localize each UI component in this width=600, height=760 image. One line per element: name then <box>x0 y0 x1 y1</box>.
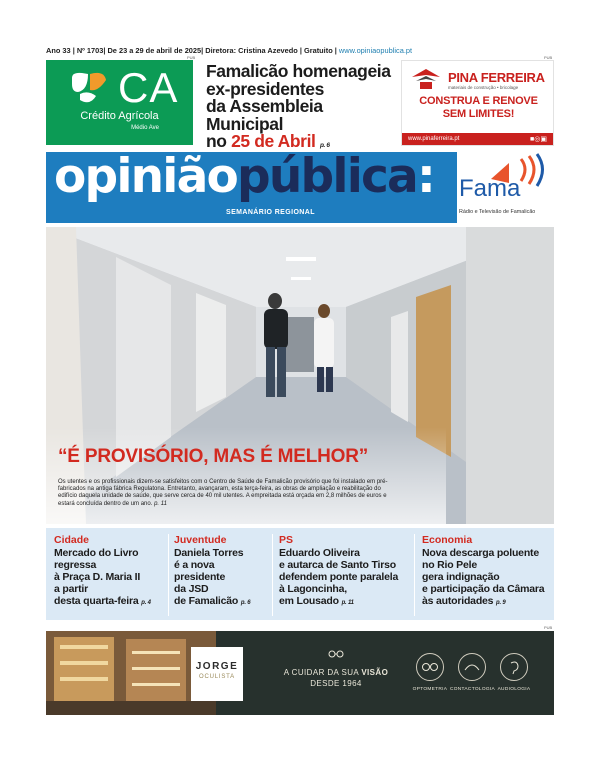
divider <box>168 534 169 616</box>
masthead-word: : <box>416 152 434 204</box>
top-headline[interactable] <box>206 63 396 155</box>
masthead <box>46 152 457 223</box>
divider <box>414 534 415 616</box>
page-ref: p. 11 <box>341 600 354 606</box>
service-label: AUDIOLOGIA <box>497 687 531 692</box>
service-label: CONTACTOLOGIA <box>450 687 496 692</box>
website-link[interactable]: www.opiniaopublica.pt <box>338 46 413 55</box>
pina-url-bar <box>402 133 553 145</box>
jorge-logo-sub: OCULISTA <box>199 674 235 680</box>
news-line: é a nova <box>174 559 215 571</box>
news-line: em Lousado <box>279 595 339 607</box>
news-section: Cidade <box>54 534 90 546</box>
page-ref: p. 11 <box>154 500 167 507</box>
news-line: defendem ponte paralela <box>279 571 399 583</box>
news-section: Juventude <box>174 534 227 546</box>
news-headline <box>422 547 552 609</box>
top-headline-highlight: 25 de Abril <box>231 131 316 151</box>
news-line: Eduardo Oliveira <box>279 547 360 559</box>
news-line: presidente <box>174 571 226 583</box>
ca-logo-text: CA <box>118 64 179 111</box>
news-line: gera indignação <box>422 571 500 583</box>
pina-brand: PINA FERREIRA <box>448 70 545 85</box>
top-headline-line: da Assembleia Municipal <box>206 96 323 134</box>
ca-name: Crédito Agrícola <box>80 110 159 122</box>
service-label: OPTOMETRIA <box>412 687 448 692</box>
news-line: e autarca de Santo Tirso <box>279 559 396 571</box>
news-line: desta quarta-feira <box>54 595 139 607</box>
news-item-juventude[interactable] <box>174 534 274 609</box>
pub-label: PUB <box>187 55 196 60</box>
masthead-title <box>54 152 434 204</box>
service-optometria <box>408 653 452 692</box>
pina-tagline: materiais de construção • bricolage <box>448 85 519 90</box>
ad-credito-agricola[interactable] <box>46 60 193 145</box>
ad-jorge-oculista[interactable] <box>46 631 554 715</box>
news-line: e participação da Câmara <box>422 583 545 595</box>
news-strip <box>46 528 554 620</box>
main-lede <box>58 479 398 508</box>
page-ref: p. 6 <box>240 600 251 606</box>
masthead-subtitle: SEMANÁRIO REGIONAL <box>226 209 315 216</box>
page-ref: p. 4 <box>141 600 151 606</box>
pub-label: PUB <box>544 55 553 60</box>
issue-details: Ano 33 | Nº 1703| De 23 a 29 de abril de 2025| Diretora: Cristina Azevedo | Gratuito | <box>46 46 337 55</box>
top-headline-line: no <box>206 131 227 151</box>
news-line: Nova descarga poluente <box>422 547 539 559</box>
main-headline[interactable]: “É PROVISÓRIO, MAS É MELHOR” <box>58 446 369 467</box>
news-section: PS <box>279 534 294 546</box>
news-item-ps[interactable] <box>279 534 415 609</box>
news-line: no Rio Pele <box>422 559 477 571</box>
news-section: Economia <box>422 534 473 546</box>
masthead-word: pública <box>237 152 417 204</box>
news-item-economia[interactable] <box>422 534 552 609</box>
masthead-word: opinião <box>54 152 238 204</box>
jorge-logo-name: JORGE <box>195 661 239 672</box>
page-ref: p. 6 <box>319 142 330 149</box>
divider <box>272 534 273 616</box>
pina-url[interactable]: www.pinaferreira.pt <box>408 136 460 142</box>
pina-slogan <box>402 95 555 120</box>
pub-label: PUB <box>544 625 553 630</box>
news-line: Daniela Torres <box>174 547 244 559</box>
jorge-slogan <box>276 667 396 689</box>
ad-pina-ferreira[interactable] <box>401 60 554 146</box>
jorge-logo <box>191 647 243 701</box>
news-line: de Famalicão <box>174 595 239 607</box>
glasses-icon <box>328 649 344 659</box>
contact-lens-icon <box>458 653 486 681</box>
ear-icon <box>500 653 528 681</box>
slogan-line2: DESDE 1964 <box>310 679 362 688</box>
top-headline-line: ex-presidentes <box>206 78 324 99</box>
lede-text: Os utentes e os profissionais dizem-se satisfeitos com o Centro de Saúde de Famalicão provisório que foi instalado em pré-fabricados na antiga fábrica Regulatona. Entretanto, avançaram, esta terça-feira, as obras de ampliação e reabilitação do edifício daquela unidade de saúde, que serve cerca de 40 mil utentes. A empreitada está orçada em 2,8 milhões de euros e estará concluída dentro de um ano. <box>58 479 388 507</box>
glasses-icon <box>416 653 444 681</box>
page-ref: p. 9 <box>496 600 506 606</box>
fama-subtitle: Rádio e Televisão de Famalicão <box>459 209 536 215</box>
news-line: à Praça D. Maria II <box>54 571 141 583</box>
slogan-bold: VISÃO <box>361 668 389 677</box>
news-line: da JSD <box>174 583 209 595</box>
top-headline-line: Famalicão homenageia <box>206 61 391 81</box>
news-headline <box>279 547 415 609</box>
news-item-cidade[interactable] <box>54 534 164 609</box>
ca-leaf-icon <box>68 70 110 110</box>
fama-name: Fama <box>459 175 521 202</box>
news-line: Mercado do Livro <box>54 547 139 559</box>
social-icons: ■◎▣ <box>530 136 547 143</box>
pina-slogan-line: SEM LIMITES! <box>442 107 515 120</box>
issue-info <box>46 46 556 55</box>
news-line: à Lagoncinha, <box>279 583 347 595</box>
news-headline <box>174 547 274 609</box>
news-line: às autoridades <box>422 595 494 607</box>
news-line: regressa <box>54 559 97 571</box>
service-contactologia <box>450 653 494 692</box>
slogan-text: A CUIDAR DA SUA <box>283 668 359 677</box>
pina-slogan-line: CONSTRUA E RENOVE <box>419 95 538 107</box>
service-audiologia <box>492 653 536 692</box>
news-headline <box>54 547 164 609</box>
fama-logo[interactable] <box>459 153 554 223</box>
ca-region: Médio Ave <box>131 125 159 131</box>
pina-logo-icon <box>410 67 444 91</box>
news-line: a partir <box>54 583 88 595</box>
